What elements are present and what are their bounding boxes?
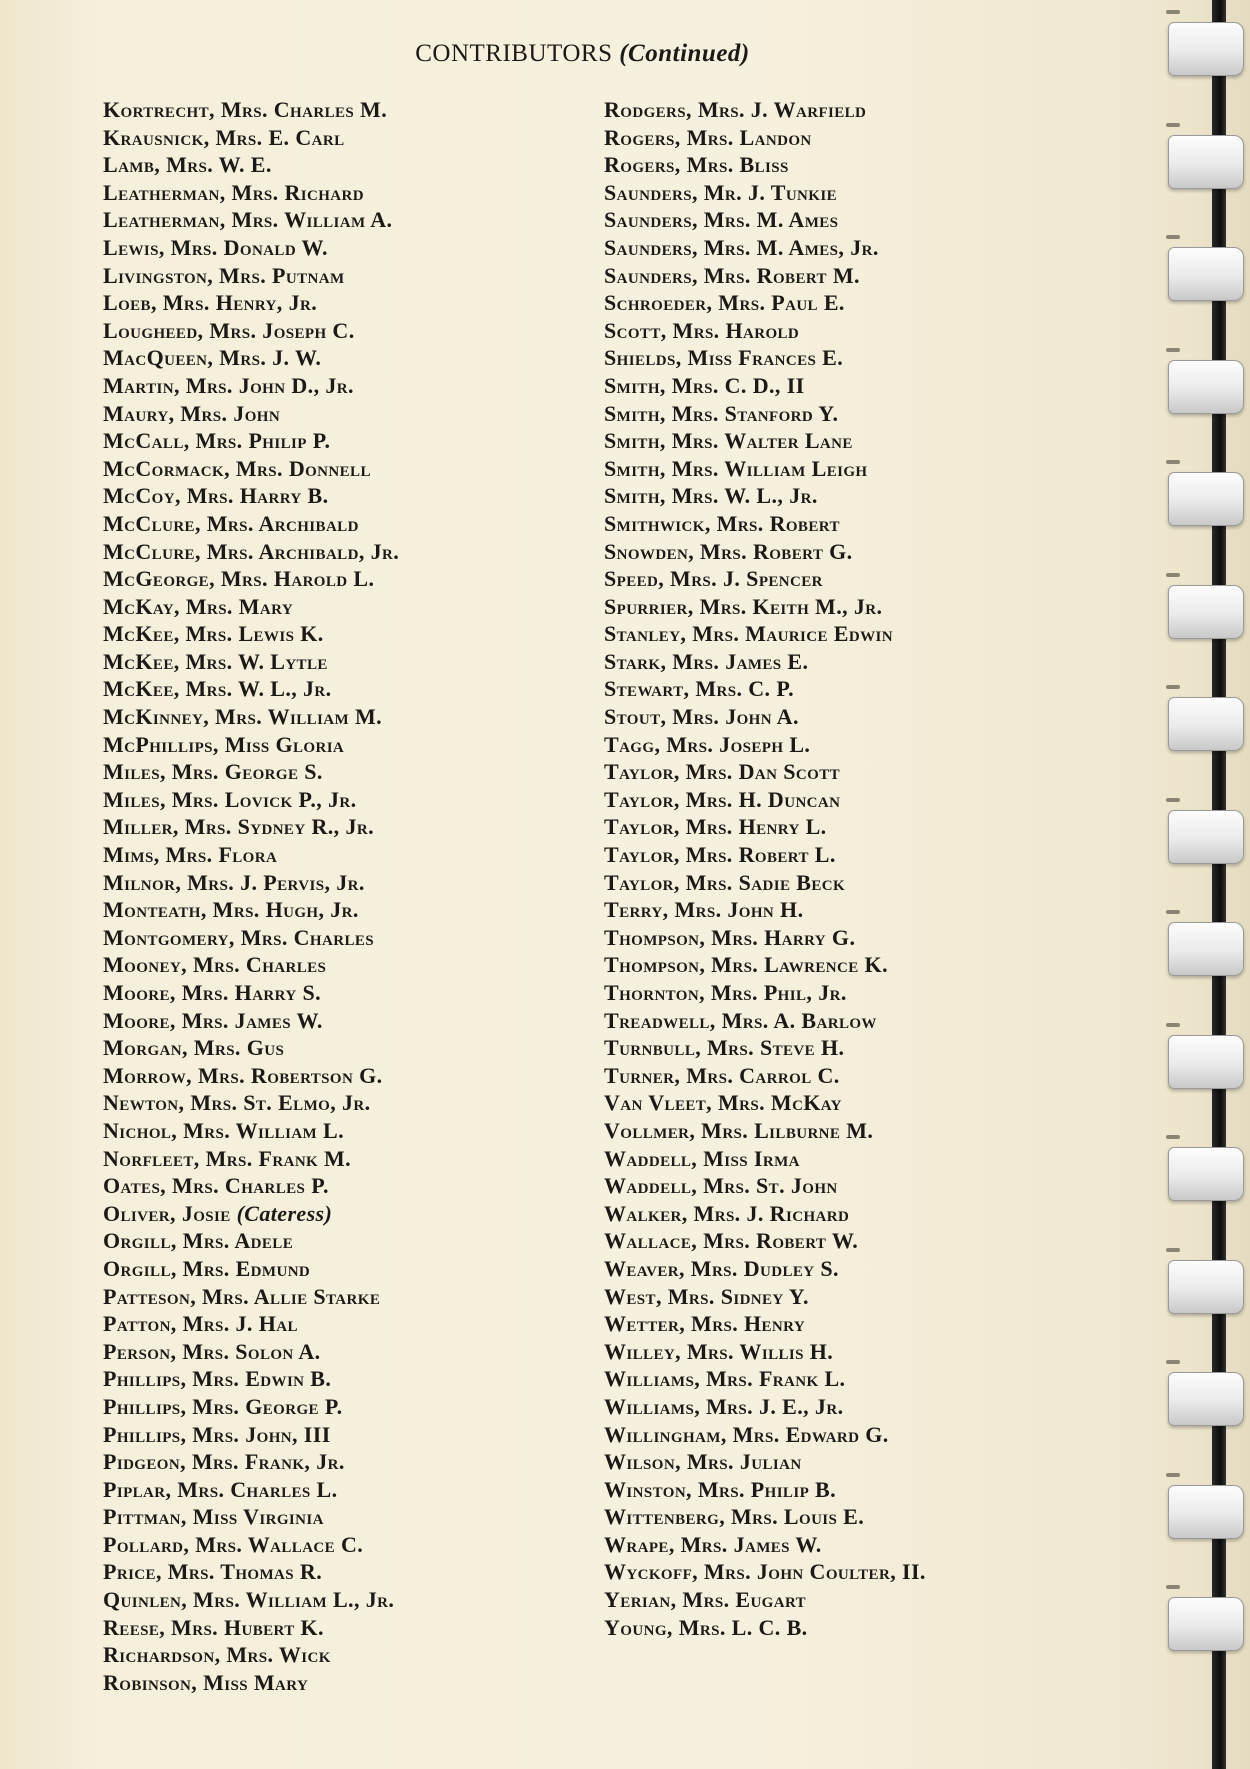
contributor-entry: Snowden, Mrs. Robert G. <box>604 538 853 564</box>
contributor-entry: Robinson, Miss Mary <box>103 1669 309 1695</box>
contributor-entry: McCormack, Mrs. Donnell <box>103 455 371 481</box>
contributor-entry: Monteath, Mrs. Hugh, Jr. <box>103 897 359 923</box>
contributor-entry: Saunders, Mrs. M. Ames, Jr. <box>604 234 879 260</box>
binding-hole <box>1166 10 1180 14</box>
contributor-entry: Terry, Mrs. John H. <box>604 897 804 923</box>
binding-ring <box>1168 360 1244 414</box>
contributor-entry: Orgill, Mrs. Adele <box>103 1228 294 1254</box>
contributor-entry: McClure, Mrs. Archibald, Jr. <box>103 538 400 564</box>
contributor-entry: Smithwick, Mrs. Robert <box>604 510 840 536</box>
contributor-entry: Wilson, Mrs. Julian <box>604 1449 802 1475</box>
contributor-entry: Phillips, Mrs. George P. <box>103 1393 343 1419</box>
binding-hole <box>1166 460 1180 464</box>
contributor-entry: Saunders, Mrs. Robert M. <box>604 262 860 288</box>
contributor-entry: Taylor, Mrs. Dan Scott <box>604 759 841 785</box>
contributor-entry: McClure, Mrs. Archibald <box>103 510 359 536</box>
contributor-entry: Willey, Mrs. Willis H. <box>604 1338 834 1364</box>
contributor-entry: Orgill, Mrs. Edmund <box>103 1255 311 1281</box>
contributor-entry: Leatherman, Mrs. William A. <box>103 207 393 233</box>
contributor-entry: Scott, Mrs. Harold <box>604 317 800 343</box>
contributor-entry: McCall, Mrs. Philip P. <box>103 428 331 454</box>
binding-hole <box>1166 123 1180 127</box>
binding-ring <box>1168 472 1244 526</box>
contributor-entry: Speed, Mrs. J. Spencer <box>604 566 823 592</box>
contributor-entry: McKee, Mrs. Lewis K. <box>103 621 324 647</box>
contributor-entry: Price, Mrs. Thomas R. <box>103 1559 323 1585</box>
contributor-entry: Tagg, Mrs. Joseph L. <box>604 731 811 757</box>
binding-ring <box>1168 1485 1244 1539</box>
contributor-entry: Waddell, Miss Irma <box>604 1145 800 1171</box>
contributor-entry: Norfleet, Mrs. Frank M. <box>103 1145 352 1171</box>
contributor-entry: Mims, Mrs. Flora <box>103 842 278 868</box>
contributor-entry: Krausnick, Mrs. E. Carl <box>103 124 345 150</box>
contributor-entry: Lougheed, Mrs. Joseph C. <box>103 317 355 343</box>
contributor-entry: Mooney, Mrs. Charles <box>103 952 327 978</box>
binding-ring <box>1168 810 1244 864</box>
contributor-entry: Smith, Mrs. Stanford Y. <box>604 400 839 426</box>
contributor-entry: Miles, Mrs. Lovick P., Jr. <box>103 786 357 812</box>
contributor-entry: Rogers, Mrs. Landon <box>604 124 812 150</box>
contributor-entry: McKay, Mrs. Mary <box>103 593 294 619</box>
binding-hole <box>1166 1135 1180 1139</box>
contributor-entry: Yerian, Mrs. Eugart <box>604 1587 807 1613</box>
binding-hole <box>1166 1473 1180 1477</box>
contributor-entry: Pittman, Miss Virginia <box>103 1504 324 1530</box>
contributor-entry: Pidgeon, Mrs. Frank, Jr. <box>103 1449 345 1475</box>
heading-title: CONTRIBUTORS <box>415 40 613 67</box>
binding-hole <box>1166 1585 1180 1589</box>
contributor-entry: Williams, Mrs. J. E., Jr. <box>604 1393 844 1419</box>
contributor-entry: Kortrecht, Mrs. Charles M. <box>103 97 388 122</box>
contributor-entry: Nichol, Mrs. William L. <box>103 1117 344 1143</box>
contributor-entry: Weaver, Mrs. Dudley S. <box>604 1255 839 1281</box>
contributor-entry: Lewis, Mrs. Donald W. <box>103 234 328 260</box>
contributor-entry: Milnor, Mrs. J. Pervis, Jr. <box>103 869 365 895</box>
binding-hole <box>1166 235 1180 239</box>
contributor-entry: Miller, Mrs. Sydney R., Jr. <box>103 814 374 840</box>
contributor-entry: West, Mrs. Sidney Y. <box>604 1283 809 1309</box>
contributor-entry: Schroeder, Mrs. Paul E. <box>604 290 845 316</box>
contributor-entry: Wyckoff, Mrs. John Coulter, II. <box>604 1559 926 1585</box>
binding-ring <box>1168 22 1244 76</box>
contributor-entry: Miles, Mrs. George S. <box>103 759 323 785</box>
contributor-entry: Vollmer, Mrs. Lilburne M. <box>604 1117 874 1143</box>
binding-ring <box>1168 135 1244 189</box>
contributor-entry: Lamb, Mrs. W. E. <box>103 152 272 178</box>
contributor-entry: Phillips, Mrs. Edwin B. <box>103 1366 332 1392</box>
contributor-entry: Stark, Mrs. James E. <box>604 648 809 674</box>
binding-hole <box>1166 798 1180 802</box>
contributor-entry: Smith, Mrs. Walter Lane <box>604 428 853 454</box>
contributor-entry: Waddell, Mrs. St. John <box>604 1173 838 1199</box>
contributor-entry: Willingham, Mrs. Edward G. <box>604 1421 889 1447</box>
contributor-entry: Treadwell, Mrs. A. Barlow <box>604 1007 877 1033</box>
contributor-entry: Young, Mrs. L. C. B. <box>604 1614 808 1640</box>
contributor-entry: McKee, Mrs. W. Lytle <box>103 648 328 674</box>
contributor-entry: Person, Mrs. Solon A. <box>103 1338 321 1364</box>
contributor-entry: Thornton, Mrs. Phil, Jr. <box>604 980 847 1005</box>
contributor-entry: Spurrier, Mrs. Keith M., Jr. <box>604 593 883 619</box>
contributor-entry: Taylor, Mrs. Robert L. <box>604 842 836 868</box>
contributor-entry: Stanley, Mrs. Maurice Edwin <box>604 621 893 647</box>
binding-ring <box>1168 697 1244 751</box>
binding-ring <box>1168 922 1244 976</box>
contributor-entry: Newton, Mrs. St. Elmo, Jr. <box>103 1090 371 1116</box>
contributor-entry: Phillips, Mrs. John, III <box>103 1421 331 1447</box>
contributor-entry: Oates, Mrs. Charles P. <box>103 1173 329 1199</box>
binding-ring <box>1168 1260 1244 1314</box>
binding-ring <box>1168 1035 1244 1089</box>
heading-continued: (Continued) <box>619 40 750 67</box>
contributor-entry: McCoy, Mrs. Harry B. <box>103 483 329 509</box>
contributor-entry: Patteson, Mrs. Allie Starke <box>103 1283 381 1309</box>
contributor-entry: Livingston, Mrs. Putnam <box>103 262 345 288</box>
contributor-entry: Patton, Mrs. J. Hal <box>103 1311 298 1337</box>
contributor-entry: Taylor, Mrs. Sadie Beck <box>604 869 846 895</box>
contributor-entry: Wallace, Mrs. Robert W. <box>604 1228 859 1254</box>
contributor-entry: Smith, Mrs. C. D., II <box>604 372 805 398</box>
contributor-entry: McKee, Mrs. W. L., Jr. <box>103 676 332 702</box>
contributor-entry: Richardson, Mrs. Wick <box>103 1642 331 1668</box>
contributor-entry: Reese, Mrs. Hubert K. <box>103 1614 324 1640</box>
binding-ring <box>1168 247 1244 301</box>
binding-hole <box>1166 348 1180 352</box>
binding-ring <box>1168 1372 1244 1426</box>
contributor-entry: Thompson, Mrs. Harry G. <box>604 924 856 950</box>
contributor-entry: Stewart, Mrs. C. P. <box>604 676 795 702</box>
contributor-entry: Turner, Mrs. Carrol C. <box>604 1062 840 1088</box>
contributor-entry: Thompson, Mrs. Lawrence K. <box>604 952 888 978</box>
contributor-entry: Pollard, Mrs. Wallace C. <box>103 1531 364 1557</box>
contributor-entry: Williams, Mrs. Frank L. <box>604 1366 846 1392</box>
binding-hole <box>1166 1248 1180 1252</box>
contributor-entry: Saunders, Mr. J. Tunkie <box>604 179 837 205</box>
contributor-entry: Winston, Mrs. Philip B. <box>604 1476 837 1502</box>
contributor-entry: Taylor, Mrs. H. Duncan <box>604 786 841 812</box>
contributor-entry: Saunders, Mrs. M. Ames <box>604 207 839 233</box>
contributor-entry: Piplar, Mrs. Charles L. <box>103 1476 338 1502</box>
right-contributor-column <box>604 96 1074 1641</box>
contributor-entry: Maury, Mrs. John <box>103 400 281 426</box>
contributor-entry: Rodgers, Mrs. J. Warfield <box>604 97 867 122</box>
contributor-entry: Morrow, Mrs. Robertson G. <box>103 1062 383 1088</box>
contributor-entry: Van Vleet, Mrs. McKay <box>604 1090 842 1116</box>
contributor-entry: MacQueen, Mrs. J. W. <box>103 345 322 371</box>
binding-hole <box>1166 1360 1180 1364</box>
contributor-entry: Smith, Mrs. W. L., Jr. <box>604 483 818 509</box>
contributor-entry: Quinlen, Mrs. William L., Jr. <box>103 1587 395 1613</box>
contributor-entry: Smith, Mrs. William Leigh <box>604 455 868 481</box>
binding-hole <box>1166 573 1180 577</box>
contributor-entry: Wittenberg, Mrs. Louis E. <box>604 1504 865 1530</box>
contributor-entry: Rogers, Mrs. Bliss <box>604 152 789 178</box>
contributor-entry: Oliver, Josie (Cateress) <box>103 1200 333 1226</box>
contributor-entry: McKinney, Mrs. William M. <box>103 704 383 730</box>
left-contributor-column <box>103 96 583 1696</box>
binding-ring <box>1168 1597 1244 1651</box>
binding-hole <box>1166 1023 1180 1027</box>
contributor-entry: Loeb, Mrs. Henry, Jr. <box>103 290 318 316</box>
contributor-entry: Moore, Mrs. Harry S. <box>103 980 322 1005</box>
binding-hole <box>1166 910 1180 914</box>
contributor-entry: Moore, Mrs. James W. <box>103 1007 323 1033</box>
contributor-entry: Leatherman, Mrs. Richard <box>103 179 364 205</box>
contributor-entry: Taylor, Mrs. Henry L. <box>604 814 827 840</box>
contributor-entry: Wetter, Mrs. Henry <box>604 1311 806 1337</box>
binding-ring <box>1168 1147 1244 1201</box>
contributor-entry: Martin, Mrs. John D., Jr. <box>103 372 354 398</box>
contributor-entry: Walker, Mrs. J. Richard <box>604 1200 850 1226</box>
contributor-entry: McGeorge, Mrs. Harold L. <box>103 566 375 592</box>
page-heading <box>0 40 1165 68</box>
contributor-entry: Montgomery, Mrs. Charles <box>103 924 375 950</box>
contributor-entry: Morgan, Mrs. Gus <box>103 1035 285 1061</box>
contributor-entry: Shields, Miss Frances E. <box>604 345 844 371</box>
binding-ring <box>1168 585 1244 639</box>
contributor-entry: Wrape, Mrs. James W. <box>604 1531 822 1557</box>
contributor-entry: Turnbull, Mrs. Steve H. <box>604 1035 845 1061</box>
contributor-entry: McPhillips, Miss Gloria <box>103 731 345 757</box>
contributor-entry: Stout, Mrs. John A. <box>604 704 799 730</box>
binding-hole <box>1166 685 1180 689</box>
